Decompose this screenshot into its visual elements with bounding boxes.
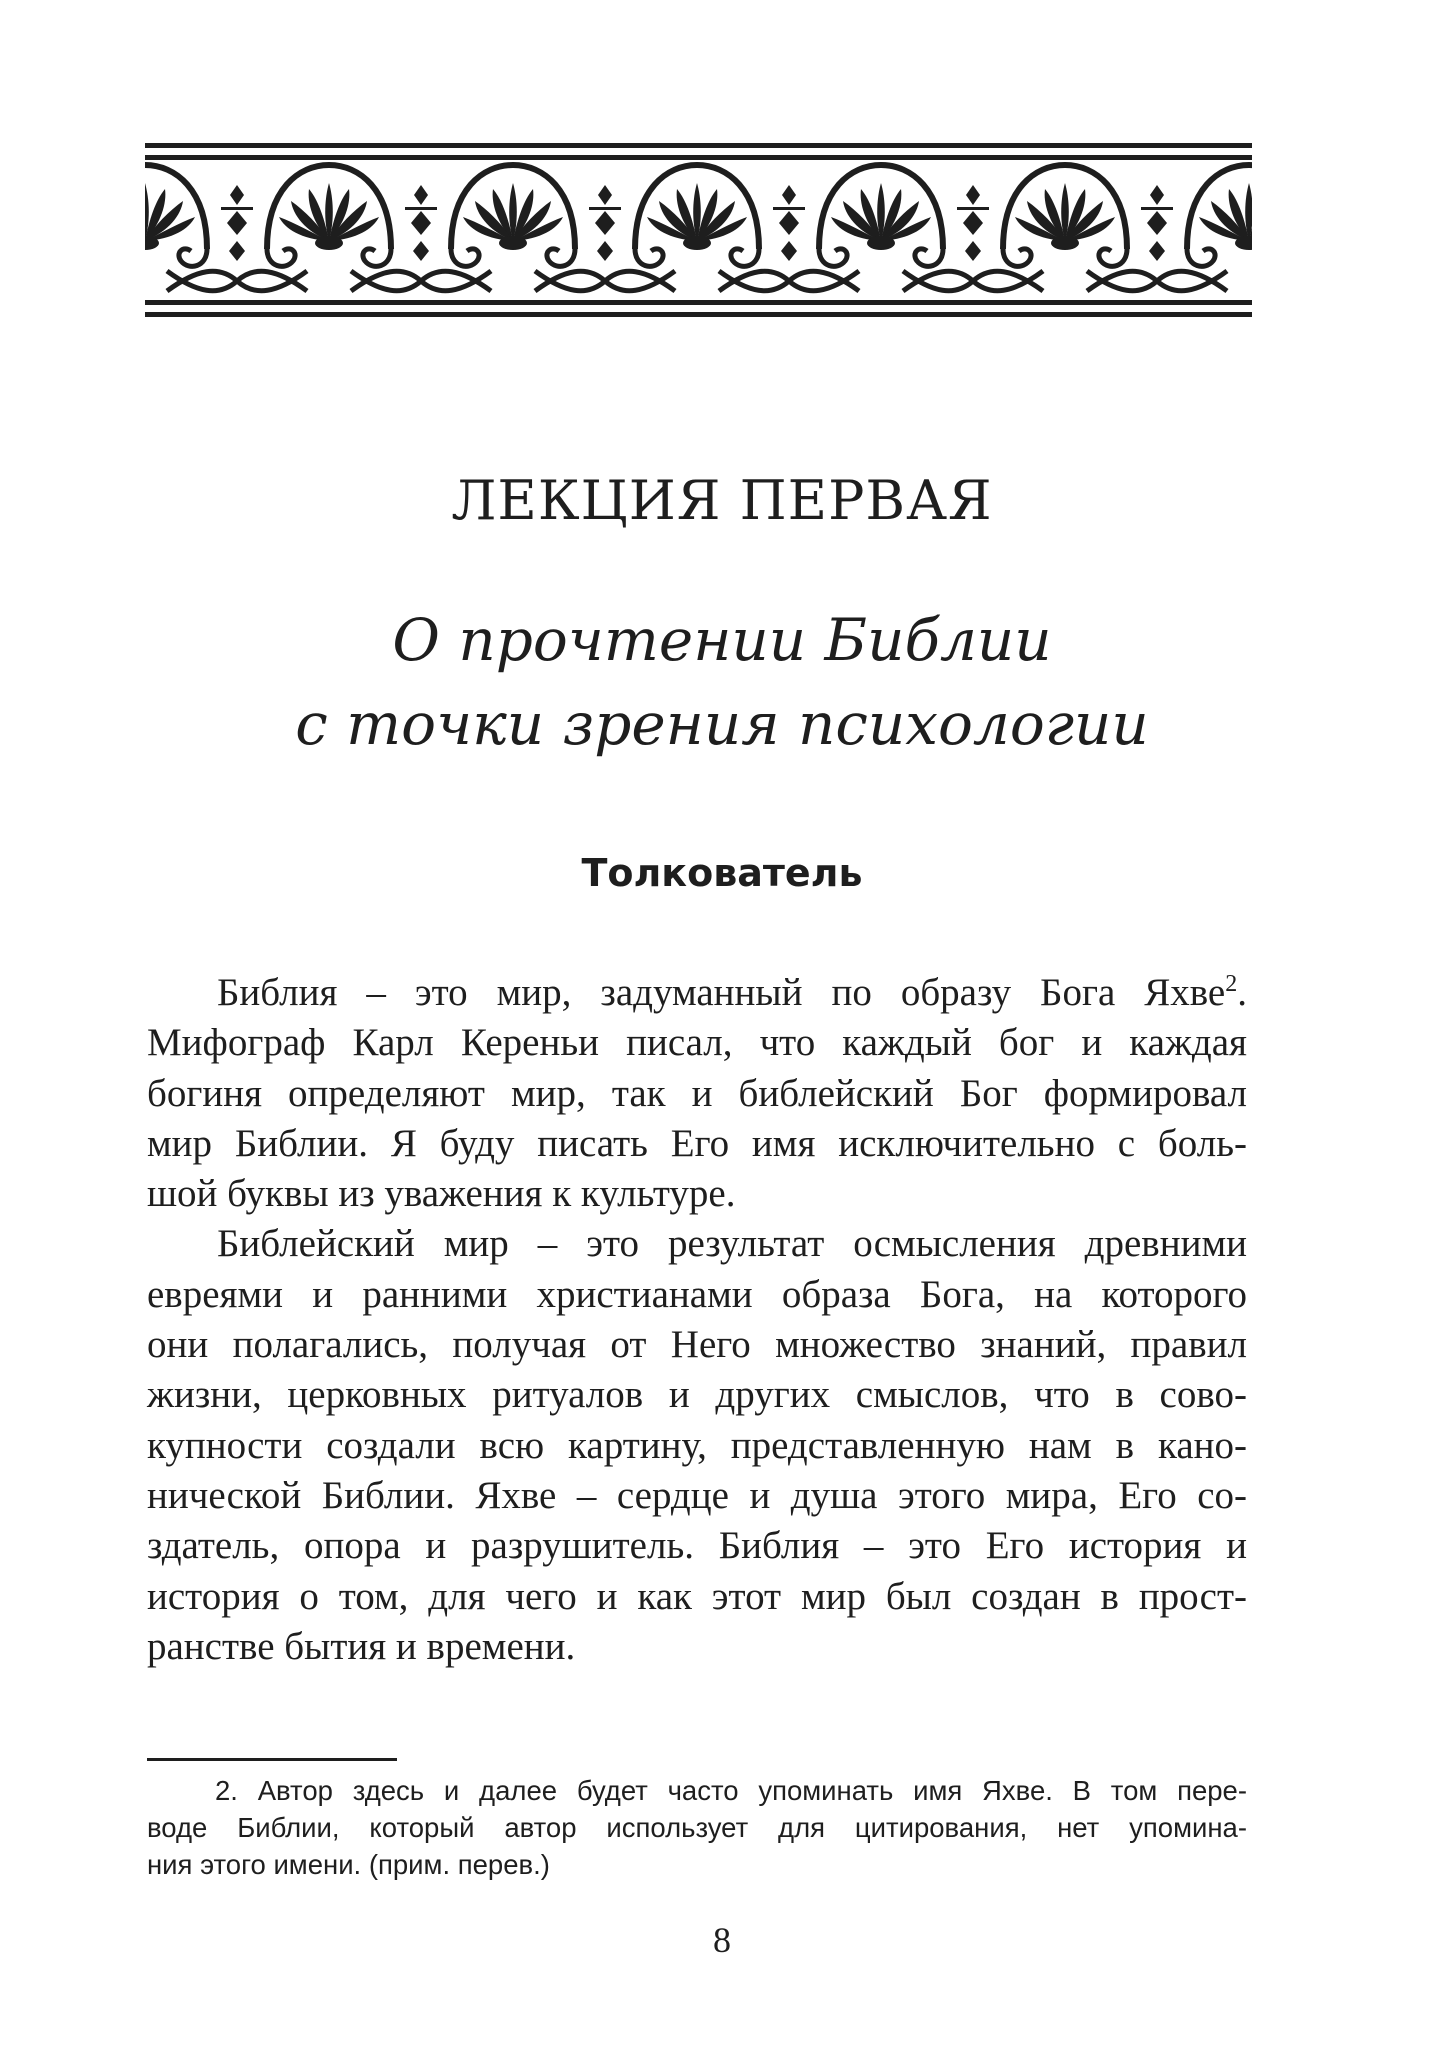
text-line: Библейский мир – это результат осмысления древними [217, 1222, 1247, 1266]
footnote-line: 2. Автор здесь и далее будет часто упоминать имя Яхве. В том пере- [215, 1775, 1247, 1806]
chapter-title [0, 598, 1444, 766]
body-text [147, 968, 1247, 1672]
text-line: купности создали всю картину, представленную нам в кано- [147, 1423, 1247, 1467]
footnote-ref: 2 [1225, 971, 1238, 997]
chapter-title-line: с точки зрения психологии [295, 690, 1149, 758]
paragraph [147, 1219, 1247, 1672]
text-line: богиня определяют мир, так и библейский Бог формировал [147, 1071, 1247, 1115]
text-line: нической Библии. Яхве – сердце и душа этого мира, Его со- [147, 1473, 1247, 1517]
text-line: жизни, церковных ритуалов и других смыслов, что в сово- [147, 1373, 1247, 1417]
text-line: шой буквы из уважения к культуре. [147, 1172, 736, 1216]
text-line: ранстве бытия и времени. [147, 1624, 576, 1668]
footnote-divider [147, 1758, 397, 1761]
section-heading: Толкователь [581, 851, 863, 895]
paragraph [147, 968, 1247, 1219]
footnote-line: ния этого имени. (прим. перев.) [147, 1849, 550, 1880]
chapter-label: ЛЕКЦИЯ ПЕРВАЯ [451, 469, 993, 532]
text-line: Мифограф Карл Кереньи писал, что каждый бог и каждая [147, 1021, 1247, 1065]
text-line: здатель, опора и разрушитель. Библия – это Его история и [147, 1524, 1247, 1568]
footnote-line: воде Библии, который автор использует для цитирования, нет упомина- [147, 1812, 1247, 1843]
text-line: мир Библии. Я буду писать Его имя исключительно с боль- [147, 1121, 1247, 1165]
text-line: они полагались, получая от Него множество знаний, правил [147, 1323, 1247, 1367]
text-line: история о том, для чего и как этот мир был создан в прост- [147, 1574, 1247, 1618]
text-line: евреями и ранними христианами образа Бога, на которого [147, 1272, 1247, 1316]
text-line: Библия – это мир, задуманный по образу Бога Яхве$^2$. [217, 971, 1247, 1014]
ornamental-border-icon [145, 143, 1252, 317]
footnote [147, 1772, 1247, 1883]
page-number: 8 [713, 1920, 731, 1960]
chapter-title-line: О прочтении Библии [392, 606, 1052, 674]
